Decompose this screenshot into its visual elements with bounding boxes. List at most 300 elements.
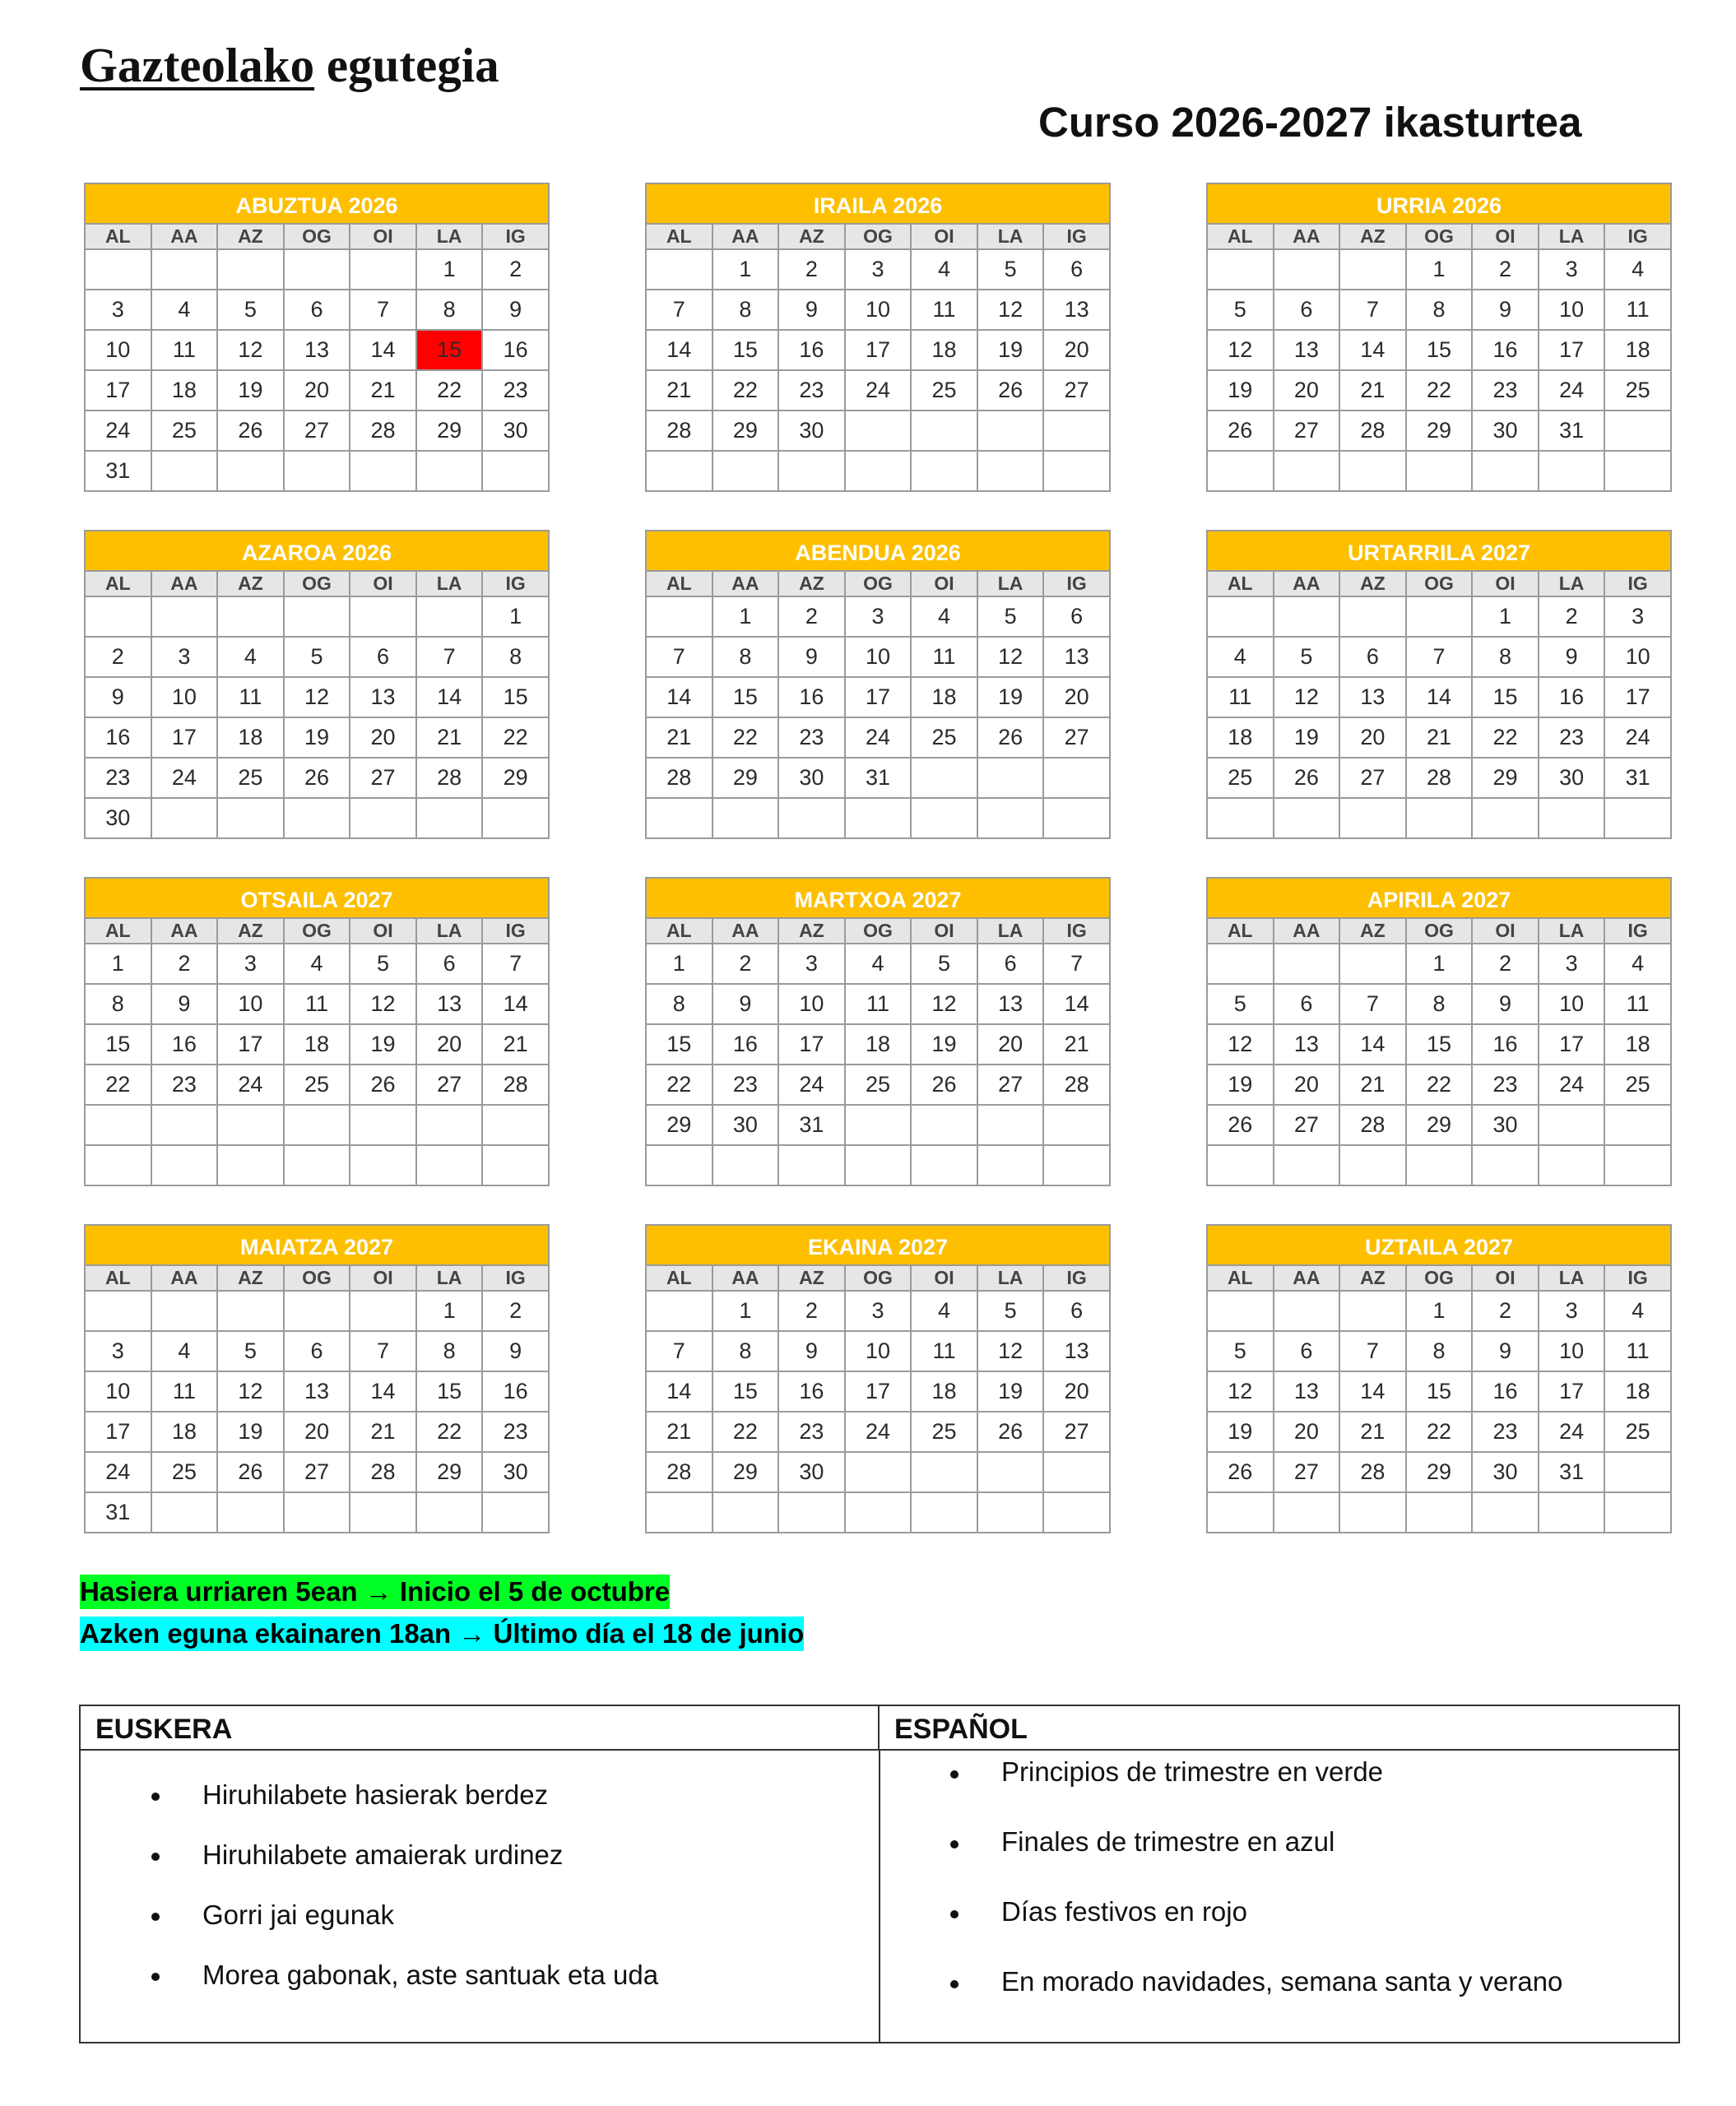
- day-cell: 17: [845, 330, 912, 370]
- day-cell: 22: [713, 717, 779, 758]
- day-cell: 31: [1604, 758, 1671, 798]
- weekday-label: LA: [1539, 571, 1605, 596]
- weekday-label: AZ: [217, 571, 284, 596]
- day-cell: 7: [1339, 1331, 1406, 1371]
- weekday-label: OI: [1472, 918, 1539, 944]
- day-cell: 10: [1604, 637, 1671, 677]
- empty-cell: [217, 451, 284, 491]
- day-cell: 22: [646, 1065, 713, 1105]
- weekday-label: AZ: [778, 571, 845, 596]
- week-row: [646, 1024, 1110, 1065]
- legend-item-espanol: Principios de trimestre en verde: [1001, 1756, 1384, 1787]
- day-cell: 26: [1207, 1105, 1274, 1145]
- day-cell: 16: [778, 1371, 845, 1412]
- day-cell: 9: [85, 677, 151, 717]
- weekday-label: OG: [284, 224, 350, 249]
- day-cell: 4: [151, 1331, 218, 1371]
- day-cell: 17: [845, 1371, 912, 1412]
- day-cell: 24: [845, 717, 912, 758]
- empty-cell: [1604, 1105, 1671, 1145]
- weekday-label: AZ: [217, 918, 284, 944]
- day-cell: 13: [284, 1371, 350, 1412]
- day-cell: 24: [1539, 1412, 1605, 1452]
- day-cell: 28: [1339, 1452, 1406, 1492]
- day-cell: 7: [350, 290, 416, 330]
- empty-cell: [217, 1291, 284, 1331]
- day-cell: 16: [85, 717, 151, 758]
- day-cell: 5: [1207, 984, 1274, 1024]
- day-cell: 3: [1604, 596, 1671, 637]
- weekday-label: AA: [1274, 1265, 1340, 1291]
- day-cell: 19: [217, 1412, 284, 1452]
- weekday-label: IG: [1043, 918, 1110, 944]
- day-cell: 27: [1274, 1452, 1340, 1492]
- day-cell: 26: [977, 1412, 1044, 1452]
- day-cell: 9: [1472, 290, 1539, 330]
- day-cell: 2: [482, 1291, 549, 1331]
- empty-cell: [1539, 451, 1605, 491]
- week-row: [85, 1105, 549, 1145]
- week-row: [85, 596, 549, 637]
- day-cell: 12: [1207, 330, 1274, 370]
- day-cell: 21: [1339, 1412, 1406, 1452]
- empty-cell: [977, 758, 1044, 798]
- day-cell: 2: [151, 944, 218, 984]
- day-cell: 16: [778, 677, 845, 717]
- day-cell: 15: [713, 330, 779, 370]
- day-cell: 17: [151, 717, 218, 758]
- day-cell: 25: [911, 717, 977, 758]
- weekday-label: AA: [713, 1265, 779, 1291]
- day-cell: 5: [977, 1291, 1044, 1331]
- weekday-label: IG: [1604, 571, 1671, 596]
- legend-header-euskera: EUSKERA: [81, 1706, 880, 1751]
- day-cell: 11: [1207, 677, 1274, 717]
- day-cell: 15: [713, 677, 779, 717]
- day-cell: 23: [1539, 717, 1605, 758]
- empty-cell: [911, 411, 977, 451]
- day-cell: 18: [1604, 1371, 1671, 1412]
- weekday-label: IG: [482, 918, 549, 944]
- month-grid: [645, 1264, 1111, 1533]
- day-cell: 21: [416, 717, 483, 758]
- day-cell: 23: [151, 1065, 218, 1105]
- day-cell: 22: [416, 370, 483, 411]
- weekday-label: OG: [284, 571, 350, 596]
- weekday-label: AZ: [778, 224, 845, 249]
- weekday-label: AA: [713, 571, 779, 596]
- day-cell: 11: [911, 290, 977, 330]
- week-row: [1207, 370, 1671, 411]
- day-cell: 5: [1274, 637, 1340, 677]
- weekday-label: OG: [845, 1265, 912, 1291]
- day-cell: 21: [646, 717, 713, 758]
- day-cell: 4: [911, 1291, 977, 1331]
- day-cell: 24: [85, 411, 151, 451]
- day-cell: 26: [1207, 1452, 1274, 1492]
- week-row: [646, 1371, 1110, 1412]
- day-cell: 18: [911, 1371, 977, 1412]
- day-cell: 21: [646, 370, 713, 411]
- day-cell: 21: [1406, 717, 1473, 758]
- day-cell: 3: [1539, 944, 1605, 984]
- empty-cell: [845, 1452, 912, 1492]
- day-cell: 2: [778, 1291, 845, 1331]
- day-cell: 4: [845, 944, 912, 984]
- week-row: [1207, 984, 1671, 1024]
- day-cell: 27: [350, 758, 416, 798]
- empty-cell: [911, 1145, 977, 1185]
- empty-cell: [845, 798, 912, 838]
- day-cell: 29: [713, 758, 779, 798]
- day-cell: 12: [1207, 1371, 1274, 1412]
- weekday-label: OG: [845, 918, 912, 944]
- day-cell: 21: [350, 1412, 416, 1452]
- week-row: [85, 1492, 549, 1533]
- day-cell: 9: [778, 1331, 845, 1371]
- day-cell: 31: [85, 451, 151, 491]
- empty-cell: [1207, 798, 1274, 838]
- empty-cell: [1207, 596, 1274, 637]
- week-row: [1207, 1145, 1671, 1185]
- day-cell: 11: [151, 1371, 218, 1412]
- day-cell: 25: [1604, 1412, 1671, 1452]
- weekday-header-row: [1207, 1265, 1671, 1291]
- day-cell: 27: [1274, 411, 1340, 451]
- empty-cell: [217, 596, 284, 637]
- week-row: [85, 451, 549, 491]
- empty-cell: [482, 798, 549, 838]
- day-cell: 20: [1274, 1065, 1340, 1105]
- day-cell: 1: [85, 944, 151, 984]
- empty-cell: [1472, 1492, 1539, 1533]
- day-cell: 7: [482, 944, 549, 984]
- month-calendar: [84, 183, 550, 492]
- empty-cell: [416, 596, 483, 637]
- day-cell: 20: [284, 370, 350, 411]
- day-cell: 28: [1339, 1105, 1406, 1145]
- week-row: [1207, 290, 1671, 330]
- week-row: [646, 596, 1110, 637]
- day-cell: 26: [284, 758, 350, 798]
- day-cell: 20: [284, 1412, 350, 1452]
- day-cell: 1: [1406, 944, 1473, 984]
- day-cell: 17: [85, 370, 151, 411]
- week-row: [646, 637, 1110, 677]
- page-title: [80, 36, 499, 94]
- month-grid: [84, 570, 550, 839]
- day-cell: 2: [778, 596, 845, 637]
- empty-cell: [646, 249, 713, 290]
- empty-cell: [217, 1105, 284, 1145]
- day-cell: 16: [778, 330, 845, 370]
- day-cell: 29: [1406, 1105, 1473, 1145]
- day-cell: 14: [482, 984, 549, 1024]
- day-cell: 12: [977, 637, 1044, 677]
- day-cell: 11: [284, 984, 350, 1024]
- title-underlined-word: Gazteolako: [80, 38, 315, 92]
- bullet-icon: [950, 1980, 959, 1988]
- day-cell: 11: [151, 330, 218, 370]
- empty-cell: [845, 1105, 912, 1145]
- day-cell: 15: [482, 677, 549, 717]
- day-cell: 8: [416, 1331, 483, 1371]
- day-cell: 28: [646, 758, 713, 798]
- month-title: OTSAILA 2027: [84, 877, 550, 917]
- day-cell: 13: [1274, 330, 1340, 370]
- week-row: [1207, 798, 1671, 838]
- day-cell: 12: [977, 1331, 1044, 1371]
- day-cell: 13: [416, 984, 483, 1024]
- empty-cell: [778, 1492, 845, 1533]
- empty-cell: [350, 451, 416, 491]
- week-row: [646, 290, 1110, 330]
- day-cell: 22: [713, 1412, 779, 1452]
- weekday-label: LA: [416, 1265, 483, 1291]
- empty-cell: [416, 798, 483, 838]
- empty-cell: [85, 249, 151, 290]
- day-cell: 26: [217, 411, 284, 451]
- day-cell: 29: [713, 1452, 779, 1492]
- day-cell: 31: [85, 1492, 151, 1533]
- empty-cell: [85, 1291, 151, 1331]
- day-cell: 2: [778, 249, 845, 290]
- weekday-label: LA: [977, 1265, 1044, 1291]
- week-row: [646, 717, 1110, 758]
- day-cell: 1: [713, 596, 779, 637]
- day-cell: 29: [1406, 1452, 1473, 1492]
- weekday-label: AA: [151, 224, 218, 249]
- day-cell: 16: [482, 330, 549, 370]
- day-cell: 3: [85, 1331, 151, 1371]
- week-row: [646, 330, 1110, 370]
- day-cell: 19: [1207, 1065, 1274, 1105]
- month-calendar: [84, 877, 550, 1186]
- day-cell: 5: [217, 1331, 284, 1371]
- day-cell: 8: [713, 1331, 779, 1371]
- weekday-label: AA: [713, 918, 779, 944]
- empty-cell: [350, 1105, 416, 1145]
- month-title: AZAROA 2026: [84, 530, 550, 570]
- weekday-header-row: [85, 224, 549, 249]
- day-cell: 19: [977, 1371, 1044, 1412]
- empty-cell: [1604, 1452, 1671, 1492]
- empty-cell: [713, 798, 779, 838]
- week-row: [646, 944, 1110, 984]
- week-row: [1207, 677, 1671, 717]
- weekday-label: AL: [646, 1265, 713, 1291]
- day-cell: 15: [713, 1371, 779, 1412]
- week-row: [1207, 1452, 1671, 1492]
- term-end-note: Azken eguna ekainaren 18an → Último día el 18 de junio: [80, 1617, 804, 1651]
- day-cell: 28: [646, 411, 713, 451]
- empty-cell: [1406, 798, 1473, 838]
- day-cell: 11: [911, 637, 977, 677]
- day-cell: 23: [778, 370, 845, 411]
- day-cell: 18: [911, 677, 977, 717]
- empty-cell: [1406, 451, 1473, 491]
- weekday-label: AL: [646, 571, 713, 596]
- weekday-label: OI: [350, 224, 416, 249]
- month-title: APIRILA 2027: [1206, 877, 1672, 917]
- day-cell: 30: [482, 1452, 549, 1492]
- day-cell: 8: [713, 637, 779, 677]
- day-cell: 26: [1207, 411, 1274, 451]
- empty-cell: [977, 798, 1044, 838]
- day-cell: 18: [1207, 717, 1274, 758]
- month-grid: [1206, 917, 1672, 1186]
- day-cell: 27: [1043, 1412, 1110, 1452]
- empty-cell: [1339, 1492, 1406, 1533]
- weekday-label: OG: [284, 1265, 350, 1291]
- day-cell: 10: [1539, 290, 1605, 330]
- empty-cell: [1472, 1145, 1539, 1185]
- week-row: [646, 758, 1110, 798]
- empty-cell: [713, 1145, 779, 1185]
- empty-cell: [646, 596, 713, 637]
- weekday-label: IG: [1604, 224, 1671, 249]
- week-row: [646, 677, 1110, 717]
- empty-cell: [482, 1492, 549, 1533]
- day-cell: 10: [85, 1371, 151, 1412]
- day-cell: 11: [1604, 290, 1671, 330]
- empty-cell: [778, 451, 845, 491]
- day-cell: 7: [646, 290, 713, 330]
- day-cell: 10: [778, 984, 845, 1024]
- day-cell: 17: [845, 677, 912, 717]
- day-cell: 7: [1339, 984, 1406, 1024]
- empty-cell: [1043, 411, 1110, 451]
- weekday-header-row: [646, 224, 1110, 249]
- day-cell: 8: [482, 637, 549, 677]
- day-cell: 10: [845, 637, 912, 677]
- day-cell: 7: [1339, 290, 1406, 330]
- day-cell: 8: [1406, 290, 1473, 330]
- day-cell: 6: [416, 944, 483, 984]
- day-cell: 25: [284, 1065, 350, 1105]
- empty-cell: [151, 1291, 218, 1331]
- day-cell: 27: [1043, 370, 1110, 411]
- day-cell: 22: [416, 1412, 483, 1452]
- day-cell: 9: [778, 290, 845, 330]
- weekday-label: AL: [1207, 571, 1274, 596]
- empty-cell: [1207, 1145, 1274, 1185]
- day-cell: 13: [1274, 1024, 1340, 1065]
- month-title: URRIA 2026: [1206, 183, 1672, 223]
- empty-cell: [1339, 944, 1406, 984]
- weekday-label: AL: [85, 224, 151, 249]
- week-row: [85, 944, 549, 984]
- day-cell: 29: [1472, 758, 1539, 798]
- day-cell: 13: [284, 330, 350, 370]
- day-cell: 25: [151, 411, 218, 451]
- day-cell: 10: [217, 984, 284, 1024]
- day-cell: 27: [284, 1452, 350, 1492]
- week-row: [85, 249, 549, 290]
- day-cell: 23: [85, 758, 151, 798]
- weekday-label: OI: [350, 1265, 416, 1291]
- empty-cell: [284, 1291, 350, 1331]
- week-row: [646, 411, 1110, 451]
- month-calendar: [1206, 1224, 1672, 1533]
- week-row: [85, 1412, 549, 1452]
- empty-cell: [1043, 1452, 1110, 1492]
- week-row: [1207, 1105, 1671, 1145]
- empty-cell: [911, 758, 977, 798]
- weekday-label: AA: [713, 224, 779, 249]
- weekday-label: AA: [151, 571, 218, 596]
- empty-cell: [1043, 1145, 1110, 1185]
- legend-item-espanol: En morado navidades, semana santa y verano: [1001, 1966, 1563, 1997]
- weekday-header-row: [1207, 571, 1671, 596]
- empty-cell: [1406, 1492, 1473, 1533]
- day-cell: 28: [482, 1065, 549, 1105]
- day-cell: 23: [482, 1412, 549, 1452]
- legend-item-euskera: Gorri jai egunak: [202, 1900, 394, 1930]
- week-row: [85, 677, 549, 717]
- legend-table: [79, 1705, 1680, 2043]
- day-cell: 26: [1274, 758, 1340, 798]
- day-cell: 22: [1406, 370, 1473, 411]
- empty-cell: [1043, 1105, 1110, 1145]
- day-cell: 13: [1043, 1331, 1110, 1371]
- day-cell: 4: [911, 249, 977, 290]
- week-row: [646, 798, 1110, 838]
- day-cell: 19: [911, 1024, 977, 1065]
- day-cell: 24: [1539, 370, 1605, 411]
- day-cell: 14: [1406, 677, 1473, 717]
- day-cell: 13: [1043, 290, 1110, 330]
- week-row: [85, 637, 549, 677]
- day-cell: 14: [416, 677, 483, 717]
- empty-cell: [1274, 1492, 1340, 1533]
- weekday-label: OI: [911, 1265, 977, 1291]
- empty-cell: [1207, 944, 1274, 984]
- week-row: [85, 411, 549, 451]
- day-cell: 30: [778, 758, 845, 798]
- day-cell: 4: [1604, 249, 1671, 290]
- day-cell: 12: [911, 984, 977, 1024]
- empty-cell: [1274, 596, 1340, 637]
- day-cell: 12: [1207, 1024, 1274, 1065]
- empty-cell: [1472, 451, 1539, 491]
- day-cell: 2: [482, 249, 549, 290]
- weekday-label: OG: [284, 918, 350, 944]
- day-cell: 8: [85, 984, 151, 1024]
- weekday-label: AL: [85, 571, 151, 596]
- empty-cell: [1274, 1291, 1340, 1331]
- empty-cell: [1274, 249, 1340, 290]
- day-cell: 27: [284, 411, 350, 451]
- day-cell: 21: [350, 370, 416, 411]
- day-cell: 7: [416, 637, 483, 677]
- day-cell: 8: [646, 984, 713, 1024]
- empty-cell: [482, 1145, 549, 1185]
- day-cell: 8: [1406, 984, 1473, 1024]
- day-cell: 1: [416, 249, 483, 290]
- day-cell: 3: [845, 249, 912, 290]
- week-row: [1207, 451, 1671, 491]
- day-cell: 20: [1043, 1371, 1110, 1412]
- weekday-label: AA: [1274, 224, 1340, 249]
- day-cell: 27: [1274, 1105, 1340, 1145]
- empty-cell: [416, 451, 483, 491]
- week-row: [85, 290, 549, 330]
- day-cell: 25: [911, 1412, 977, 1452]
- day-cell: 24: [217, 1065, 284, 1105]
- empty-cell: [977, 451, 1044, 491]
- day-cell: 25: [1604, 1065, 1671, 1105]
